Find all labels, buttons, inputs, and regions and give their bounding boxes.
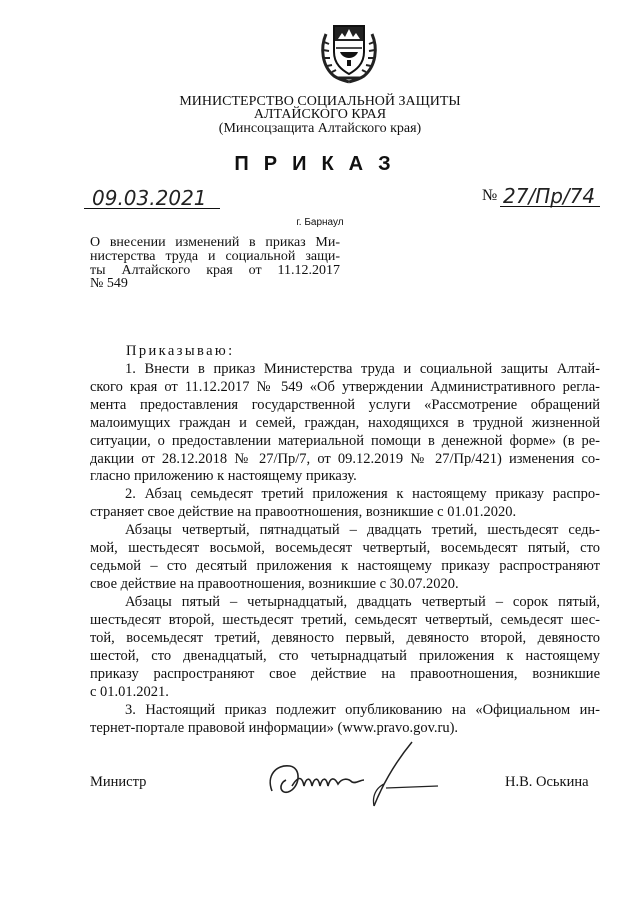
body-line: мой, шестьдесят восьмой, восемьдесят четвертый, восемьдесят пятый, сто (90, 540, 600, 556)
body-line: страняет свое действие на правоотношения, возникшие с 01.01.2020. (90, 504, 517, 520)
body-line: ситуации, о предоставлении материальной помощи в денежной форме» (в ре- (90, 433, 600, 449)
body-line: приказу распространяют свое действие на правоотношения, возникшие (90, 666, 600, 682)
signatory-name: Н.В. Оськина (505, 774, 589, 790)
subject-line: № 549 (90, 276, 128, 291)
body-line: той, восемьдесят третий, девяносто первый, девяносто второй, девяносто (90, 630, 600, 646)
number-underline (500, 206, 600, 207)
order-directive-word: Приказываю: (126, 343, 235, 359)
body-line: Абзацы четвертый, пятнадцатый – двадцать третий, шестьдесят седь- (125, 522, 600, 538)
subject-line: ты Алтайского края от 11.12.2017 (90, 263, 340, 278)
date-underline (84, 208, 220, 209)
ministry-name-line: МИНИСТЕРСТВО СОЦИАЛЬНОЙ ЗАЩИТЫ (179, 94, 461, 109)
order-title: ПРИКАЗ (234, 153, 406, 175)
ministry-region-line: АЛТАЙСКОГО КРАЯ (253, 107, 387, 122)
coat-of-arms-emblem-icon (318, 18, 380, 84)
body-line: ского края от 11.12.2017 № 549 «Об утверждении Административного регла- (90, 379, 600, 395)
body-line: шестьдесят второй, шестьдесят третий, семьдесят четвертый, семьдесят шес- (90, 612, 600, 628)
subject-line: нистерства труда и социальной защи- (90, 249, 340, 264)
order-date-handwritten: 09.03.2021 (92, 186, 207, 210)
ministry-short-name: (Минсоцзащита Алтайского края) (218, 121, 422, 136)
order-city: г. Барнаул (296, 217, 344, 228)
body-line: шестой, сто двенадцатый, сто четырнадцатый приложения к настоящему (90, 648, 600, 664)
body-line: 1. Внести в приказ Министерства труда и социальной защиты Алтай- (125, 361, 600, 377)
body-line: свое действие на правоотношения, возникшие с 30.07.2020. (90, 576, 459, 592)
body-line: с 01.01.2021. (90, 684, 169, 700)
subject-line: О внесении изменений в приказ Ми- (90, 235, 340, 250)
handwritten-signature-icon (262, 736, 442, 816)
body-line: мента предоставления государственной услуги «Рассмотрение обращений (90, 397, 600, 413)
body-line: 2. Абзац семьдесят третий приложения к настоящему приказу распро- (125, 486, 600, 502)
body-line: Абзацы пятый – четырнадцатый, двадцать четвертый – сорок пятый, (125, 594, 600, 610)
body-line: малоимущих граждан и семей, граждан, находящихся в трудной жизненной (90, 415, 600, 431)
order-number-sign: № (482, 187, 498, 204)
body-line: седьмой – сто десятый приложения к настоящему приказу распространяют (90, 558, 600, 574)
signatory-position: Министр (90, 774, 147, 790)
order-number-handwritten: 27/Пр/74 (503, 184, 596, 208)
body-line: тернет-портале правовой информации» (www.pravo.gov.ru). (90, 720, 459, 736)
body-line: гласно приложению к настоящему приказу. (90, 468, 357, 484)
body-line: дакции от 28.12.2018 № 27/Пр/7, от 09.12.2019 № 27/Пр/421) изменения со- (90, 451, 600, 467)
body-line: 3. Настоящий приказ подлежит опубликованию на «Официальном ин- (125, 702, 600, 718)
